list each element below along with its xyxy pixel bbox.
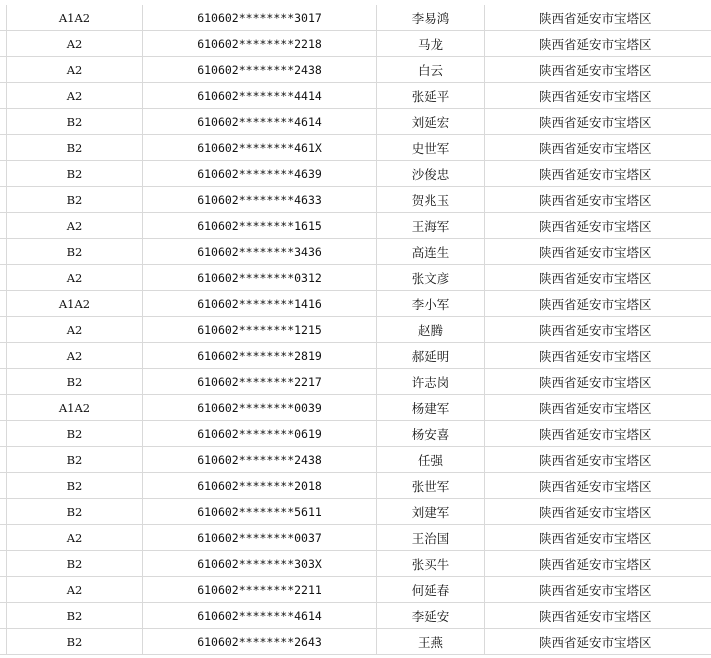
- id-number-cell[interactable]: 610602********2819: [143, 343, 377, 369]
- name-cell[interactable]: 刘延宏: [377, 109, 485, 135]
- id-number-cell[interactable]: 610602********0037: [143, 525, 377, 551]
- table-row: [0, 317, 711, 343]
- license-class-cell[interactable]: B2: [7, 109, 143, 135]
- address-cell[interactable]: 陕西省延安市宝塔区: [485, 473, 711, 499]
- name-cell[interactable]: 许志岗: [377, 369, 485, 395]
- id-number-cell[interactable]: 610602********0039: [143, 395, 377, 421]
- license-class-cell[interactable]: B2: [7, 239, 143, 265]
- address-cell[interactable]: 陕西省延安市宝塔区: [485, 213, 711, 239]
- table-row: [0, 421, 711, 447]
- name-cell[interactable]: 张文彦: [377, 265, 485, 291]
- table-row: [0, 447, 711, 473]
- license-class-cell[interactable]: A2: [7, 577, 143, 603]
- name-cell[interactable]: 贺兆玉: [377, 187, 485, 213]
- name-cell[interactable]: 任强: [377, 447, 485, 473]
- name-cell[interactable]: 张世军: [377, 473, 485, 499]
- table-row: [0, 83, 711, 109]
- license-class-cell[interactable]: A2: [7, 31, 143, 57]
- table-row: [0, 603, 711, 629]
- name-cell[interactable]: 沙俊忠: [377, 161, 485, 187]
- table-row: [0, 577, 711, 603]
- table-row: [0, 525, 711, 551]
- license-class-cell[interactable]: A2: [7, 525, 143, 551]
- name-cell[interactable]: 张延平: [377, 83, 485, 109]
- table-row: [0, 395, 711, 421]
- address-cell[interactable]: 陕西省延安市宝塔区: [485, 265, 711, 291]
- table-row: [0, 265, 711, 291]
- id-number-cell[interactable]: 610602********3436: [143, 239, 377, 265]
- id-number-cell[interactable]: 610602********4614: [143, 603, 377, 629]
- table-row: [0, 135, 711, 161]
- address-cell[interactable]: 陕西省延安市宝塔区: [485, 499, 711, 525]
- table-row: [0, 5, 711, 31]
- license-class-cell[interactable]: B2: [7, 551, 143, 577]
- id-number-cell[interactable]: 610602********1416: [143, 291, 377, 317]
- id-number-cell[interactable]: 610602********2643: [143, 629, 377, 655]
- table-row: [0, 239, 711, 265]
- table-row: [0, 629, 711, 655]
- id-number-cell[interactable]: 610602********3017: [143, 5, 377, 31]
- address-cell[interactable]: 陕西省延安市宝塔区: [485, 239, 711, 265]
- id-number-cell[interactable]: 610602********2018: [143, 473, 377, 499]
- address-cell[interactable]: 陕西省延安市宝塔区: [485, 629, 711, 655]
- address-cell[interactable]: 陕西省延安市宝塔区: [485, 603, 711, 629]
- name-cell[interactable]: 何延春: [377, 577, 485, 603]
- license-class-cell[interactable]: A2: [7, 317, 143, 343]
- address-cell[interactable]: 陕西省延安市宝塔区: [485, 421, 711, 447]
- id-number-cell[interactable]: 610602********4614: [143, 109, 377, 135]
- address-cell[interactable]: 陕西省延安市宝塔区: [485, 5, 711, 31]
- address-cell[interactable]: 陕西省延安市宝塔区: [485, 343, 711, 369]
- table-row: [0, 109, 711, 135]
- id-number-cell[interactable]: 610602********4639: [143, 161, 377, 187]
- name-cell[interactable]: 张买牛: [377, 551, 485, 577]
- address-cell[interactable]: 陕西省延安市宝塔区: [485, 395, 711, 421]
- table-body: [0, 5, 711, 655]
- id-number-cell[interactable]: 610602********2438: [143, 447, 377, 473]
- name-cell[interactable]: 高连生: [377, 239, 485, 265]
- id-number-cell[interactable]: 610602********2217: [143, 369, 377, 395]
- address-cell[interactable]: 陕西省延安市宝塔区: [485, 161, 711, 187]
- license-class-cell[interactable]: A1A2: [7, 291, 143, 317]
- table-row: [0, 499, 711, 525]
- id-number-cell[interactable]: 610602********0312: [143, 265, 377, 291]
- table-row: [0, 161, 711, 187]
- name-cell[interactable]: 刘建军: [377, 499, 485, 525]
- id-number-cell[interactable]: 610602********2211: [143, 577, 377, 603]
- name-cell[interactable]: 李小军: [377, 291, 485, 317]
- license-class-cell[interactable]: B2: [7, 187, 143, 213]
- address-cell[interactable]: 陕西省延安市宝塔区: [485, 83, 711, 109]
- id-number-cell[interactable]: 610602********2218: [143, 31, 377, 57]
- table-row: [0, 213, 711, 239]
- id-number-cell[interactable]: 610602********461X: [143, 135, 377, 161]
- license-class-cell[interactable]: A1A2: [7, 395, 143, 421]
- address-cell[interactable]: 陕西省延安市宝塔区: [485, 447, 711, 473]
- license-class-cell[interactable]: B2: [7, 161, 143, 187]
- table-row: [0, 551, 711, 577]
- address-cell[interactable]: 陕西省延安市宝塔区: [485, 291, 711, 317]
- license-class-cell[interactable]: B2: [7, 603, 143, 629]
- license-class-cell[interactable]: B2: [7, 473, 143, 499]
- license-class-cell[interactable]: A2: [7, 265, 143, 291]
- address-cell[interactable]: 陕西省延安市宝塔区: [485, 317, 711, 343]
- name-cell[interactable]: 李延安: [377, 603, 485, 629]
- table-row: [0, 31, 711, 57]
- name-cell[interactable]: 王海军: [377, 213, 485, 239]
- license-class-cell[interactable]: A2: [7, 343, 143, 369]
- name-cell[interactable]: 杨建军: [377, 395, 485, 421]
- license-class-cell[interactable]: B2: [7, 421, 143, 447]
- id-number-cell[interactable]: 610602********5611: [143, 499, 377, 525]
- id-number-cell[interactable]: 610602********4414: [143, 83, 377, 109]
- id-number-cell[interactable]: 610602********0619: [143, 421, 377, 447]
- name-cell[interactable]: 马龙: [377, 31, 485, 57]
- license-class-cell[interactable]: B2: [7, 629, 143, 655]
- table-row: [0, 473, 711, 499]
- name-cell[interactable]: 郝延明: [377, 343, 485, 369]
- license-class-cell[interactable]: A2: [7, 57, 143, 83]
- id-number-cell[interactable]: 610602********4633: [143, 187, 377, 213]
- name-cell[interactable]: 王燕: [377, 629, 485, 655]
- address-cell[interactable]: 陕西省延安市宝塔区: [485, 577, 711, 603]
- address-cell[interactable]: 陕西省延安市宝塔区: [485, 525, 711, 551]
- address-cell[interactable]: 陕西省延安市宝塔区: [485, 369, 711, 395]
- address-cell[interactable]: 陕西省延安市宝塔区: [485, 109, 711, 135]
- address-cell[interactable]: 陕西省延安市宝塔区: [485, 31, 711, 57]
- address-cell[interactable]: 陕西省延安市宝塔区: [485, 135, 711, 161]
- driver-table: [0, 5, 711, 655]
- name-cell[interactable]: 杨安喜: [377, 421, 485, 447]
- address-cell[interactable]: 陕西省延安市宝塔区: [485, 187, 711, 213]
- table-row: [0, 343, 711, 369]
- table-row: [0, 291, 711, 317]
- name-cell[interactable]: 王治国: [377, 525, 485, 551]
- license-class-cell[interactable]: B2: [7, 369, 143, 395]
- license-class-cell[interactable]: A1A2: [7, 5, 143, 31]
- license-class-cell[interactable]: B2: [7, 499, 143, 525]
- id-number-cell[interactable]: 610602********2438: [143, 57, 377, 83]
- license-class-cell[interactable]: B2: [7, 135, 143, 161]
- address-cell[interactable]: 陕西省延安市宝塔区: [485, 551, 711, 577]
- name-cell[interactable]: 赵腾: [377, 317, 485, 343]
- id-number-cell[interactable]: 610602********1615: [143, 213, 377, 239]
- id-number-cell[interactable]: 610602********303X: [143, 551, 377, 577]
- table-row: [0, 369, 711, 395]
- license-class-cell[interactable]: B2: [7, 447, 143, 473]
- license-class-cell[interactable]: A2: [7, 213, 143, 239]
- name-cell[interactable]: 李易鸿: [377, 5, 485, 31]
- table-row: [0, 57, 711, 83]
- address-cell[interactable]: 陕西省延安市宝塔区: [485, 57, 711, 83]
- license-class-cell[interactable]: A2: [7, 83, 143, 109]
- name-cell[interactable]: 史世军: [377, 135, 485, 161]
- id-number-cell[interactable]: 610602********1215: [143, 317, 377, 343]
- table-row: [0, 187, 711, 213]
- name-cell[interactable]: 白云: [377, 57, 485, 83]
